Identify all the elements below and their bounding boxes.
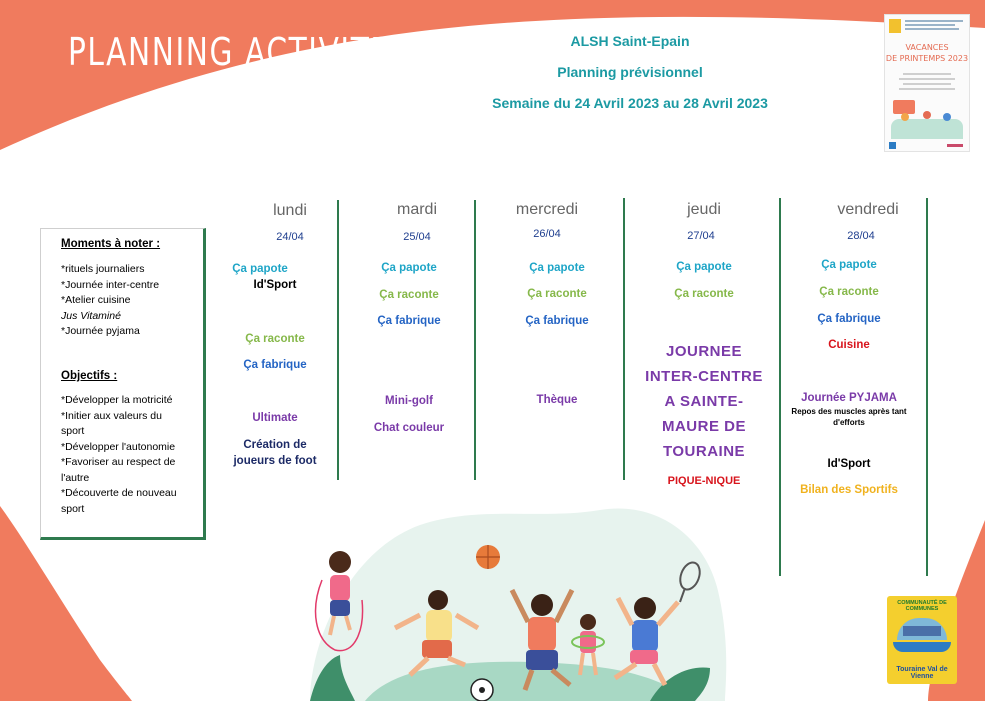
poster-logo-icon	[889, 19, 901, 33]
date-jeudi: 27/04	[687, 230, 715, 242]
objectif-item: sport	[61, 425, 85, 437]
activity-vendredi-fabrique: Ça fabrique	[817, 313, 881, 325]
activity-jeudi-journee-inter-centre: JOURNEE INTER-CENTRE A SAINTE- MAURE DE TOURAINE	[645, 343, 763, 460]
day-header-lundi: lundi	[273, 202, 307, 219]
objectif-item: *Favoriser au respect de	[61, 456, 176, 468]
objectif-item: l'autre	[61, 471, 90, 484]
activity-vendredi-idsport: Id'Sport	[827, 458, 871, 470]
activity-mercredi-raconte: Ça raconte	[527, 288, 587, 300]
moment-item: *rituels journaliers	[61, 263, 145, 275]
activity-mardi-raconte: Ça raconte	[379, 289, 439, 301]
activity-vendredi-repos: Repos des muscles après tant d'efforts	[791, 407, 907, 427]
activity-mardi-fabrique: Ça fabrique	[377, 315, 441, 327]
kids-playing-illustration	[270, 490, 740, 701]
activity-lundi-fabrique: Ça fabrique	[243, 359, 307, 371]
week-range: Semaine du 24 Avril 2023 au 28 Avril 2023	[492, 95, 768, 111]
activity-vendredi-raconte: Ça raconte	[819, 286, 879, 298]
activity-jeudi-pique-nique: PIQUE-NIQUE	[667, 475, 741, 487]
activity-vendredi-papote: Ça papote	[821, 259, 877, 271]
day-header-mardi: mardi	[396, 201, 437, 218]
day-header-mercredi: mercredi	[515, 201, 579, 218]
moment-item: *Journée inter-centre	[61, 278, 160, 291]
objectif-item: sport	[61, 502, 85, 515]
communaute-communes-logo	[887, 596, 957, 684]
activity-mardi-papote: Ça papote	[381, 262, 437, 274]
objectif-item: *Découverte de nouveau	[61, 487, 177, 499]
column-separator	[926, 198, 928, 576]
vacation-poster-thumbnail	[884, 14, 970, 152]
objectif-item: *Initier aux valeurs du	[61, 409, 162, 422]
center-name: ALSH Saint-Epain	[570, 33, 690, 49]
activity-lundi-raconte: Ça raconte	[245, 333, 305, 345]
poster-title-1: VACANCES	[905, 43, 949, 52]
page-title: PLANNING ACTIVITES	[68, 30, 412, 74]
date-lundi: 24/04	[276, 231, 304, 243]
poster-title-2: DE PRINTEMPS 2023	[885, 54, 969, 63]
activity-vendredi-bilan: Bilan des Sportifs	[800, 484, 898, 496]
activity-vendredi-pyjama: Journée PYJAMA	[801, 392, 897, 404]
column-separator	[779, 198, 781, 576]
activity-mardi-minigolf: Mini-golf	[385, 395, 433, 407]
activity-lundi-papote: Ça papote	[232, 263, 288, 275]
day-header-jeudi: jeudi	[687, 201, 721, 218]
activity-mardi-chat-couleur: Chat couleur	[373, 422, 445, 434]
objectif-item: *Développer l'autonomie	[61, 440, 176, 453]
moment-item: Jus Vitaminé	[61, 309, 121, 322]
logo-bottom-text: Touraine Val de Vienne	[896, 666, 948, 680]
objectifs-heading: Objectifs :	[61, 370, 118, 382]
moment-item: *Atelier cuisine	[61, 294, 131, 306]
objectif-item: *Développer la motricité	[61, 394, 173, 406]
activity-vendredi-cuisine: Cuisine	[828, 339, 870, 351]
activity-lundi-creation: Création de joueurs de foot	[233, 439, 317, 467]
date-mercredi: 26/04	[533, 228, 561, 240]
column-separator	[623, 198, 625, 480]
activity-mercredi-fabrique: Ça fabrique	[525, 315, 589, 327]
planning-subtitle: Planning prévisionnel	[557, 64, 703, 80]
activity-mercredi-papote: Ça papote	[529, 262, 585, 274]
activity-jeudi-papote: Ça papote	[676, 261, 732, 273]
date-vendredi: 28/04	[847, 230, 875, 242]
date-mardi: 25/04	[403, 231, 431, 243]
day-header-vendredi: vendredi	[837, 201, 899, 218]
activity-jeudi-raconte: Ça raconte	[674, 288, 734, 300]
notes-panel	[40, 228, 206, 540]
activity-lundi-idsport: Id'Sport	[253, 279, 297, 291]
moments-heading: Moments à noter :	[61, 238, 161, 250]
moment-item: *Journée pyjama	[61, 325, 140, 337]
activity-lundi-ultimate: Ultimate	[252, 412, 298, 424]
activity-mercredi-theque: Thèque	[536, 394, 578, 406]
logo-top-text: COMMUNAUTÉ DE COMMUNES	[897, 600, 947, 612]
